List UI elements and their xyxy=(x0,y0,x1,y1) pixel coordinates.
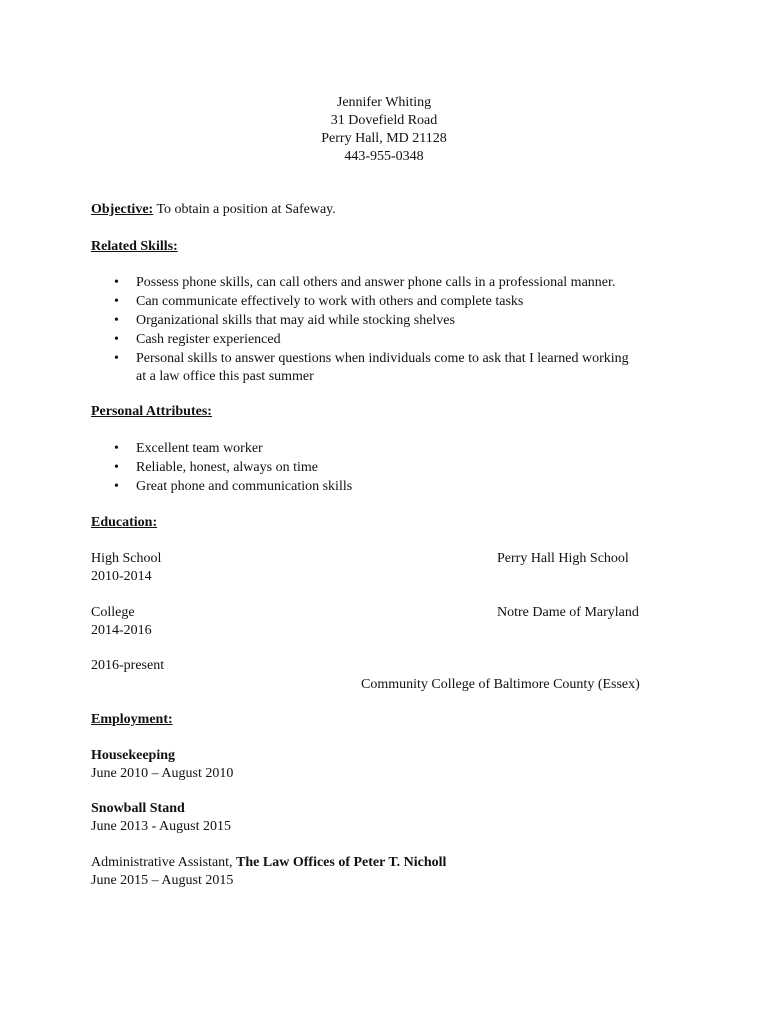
employment-heading: Employment: xyxy=(91,712,173,727)
job-dates: June 2015 – August 2015 xyxy=(91,873,234,888)
school-name: Notre Dame of Maryland xyxy=(497,605,639,620)
job-role-line xyxy=(91,853,446,872)
job-employer: The Law Offices of Peter T. Nicholl xyxy=(236,855,447,870)
education-years: 2016-present xyxy=(91,658,165,673)
education-heading xyxy=(91,513,157,532)
bullet-icon: • xyxy=(114,351,119,366)
bullet-icon: • xyxy=(114,275,119,290)
school-name: Perry Hall High School xyxy=(497,551,629,566)
bullet-icon: • xyxy=(114,460,119,475)
job-title: Snowball Stand xyxy=(91,801,185,816)
education-years: 2014-2016 xyxy=(91,623,152,638)
phone-number: 443-955-0348 xyxy=(344,149,424,164)
job-dates: June 2013 - August 2015 xyxy=(91,819,231,834)
bullet-icon: • xyxy=(114,441,119,456)
personal-attributes-heading: Personal Attributes: xyxy=(91,404,212,419)
skill-text: Possess phone skills, can call others and answer phone calls in a professional manner. xyxy=(136,275,616,290)
street-address: 31 Dovefield Road xyxy=(330,113,438,128)
objective-line xyxy=(91,200,336,219)
attribute-text: Great phone and communication skills xyxy=(136,479,353,494)
city-state-zip: Perry Hall, MD 21128 xyxy=(321,131,447,146)
related-skills-heading: Related Skills: xyxy=(91,239,178,254)
objective-text: To obtain a position at Safeway. xyxy=(156,202,336,217)
attribute-text: Reliable, honest, always on time xyxy=(136,460,318,475)
skill-text: Personal skills to answer questions when individuals come to ask that I learned working xyxy=(136,351,629,366)
skill-text: Can communicate effectively to work with others and complete tasks xyxy=(136,294,524,309)
job-role: Administrative Assistant, xyxy=(91,855,233,870)
attribute-text: Excellent team worker xyxy=(136,441,263,456)
school-name: Community College of Baltimore County (Essex) xyxy=(361,677,640,692)
skill-text-continued: at a law office this past summer xyxy=(136,369,314,384)
skill-text: Organizational skills that may aid while stocking shelves xyxy=(136,313,455,328)
job-dates: June 2010 – August 2010 xyxy=(91,766,234,781)
bullet-icon: • xyxy=(114,479,119,494)
applicant-name: Jennifer Whiting xyxy=(336,95,432,110)
bullet-icon: • xyxy=(114,313,119,328)
education-years: 2010-2014 xyxy=(91,569,152,584)
objective-heading: Objective: xyxy=(91,202,154,217)
skill-text: Cash register experienced xyxy=(136,332,281,347)
education-level: High School xyxy=(91,551,162,566)
bullet-icon: • xyxy=(114,332,119,347)
bullet-icon: • xyxy=(114,294,119,309)
education-heading-text: Education: xyxy=(91,515,158,530)
education-level: College xyxy=(91,605,135,620)
job-title: Housekeeping xyxy=(91,748,176,763)
